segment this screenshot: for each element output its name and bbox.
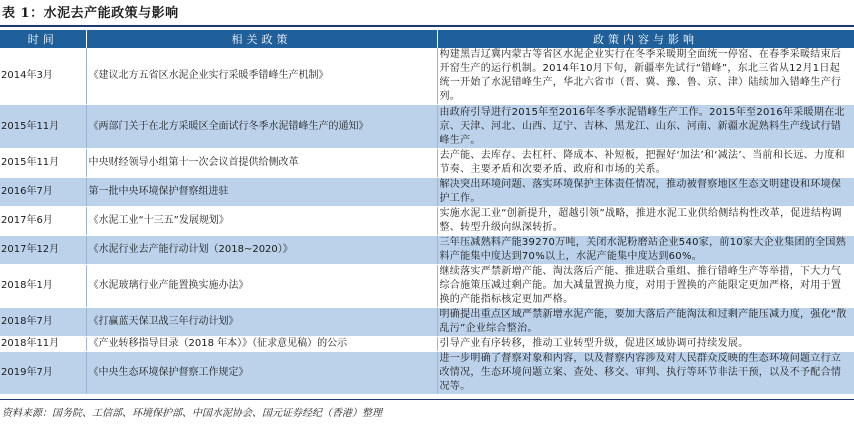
cell-policy: 中央财经领导小组第十一次会议首提供给侧改革 [86,149,437,178]
cell-time: 2018年11月 [0,337,86,352]
cell-time: 2017年12月 [0,236,86,265]
column-header-time: 时间 [0,30,86,48]
cell-policy: 《水泥工业“十三五”发展规划》 [86,207,437,236]
cell-content: 引导产业有序转移，推动工业转型升级，促进区域协调可持续发展。 [437,337,854,352]
source-divider [0,399,854,400]
cell-policy: 《产业转移指导目录（2018 年本）》（征求意见稿）的公示 [86,337,437,352]
cell-content: 进一步明确了督察对象和内容，以及督察内容涉及对人民群众反映的生态环境问题立行立改情况，生态环境问题立案、查处、移交、审判、执行等环节非法干预，以及不予配合情况等。 [437,352,854,395]
cell-policy: 第一批中央环境保护督察组进驻 [86,178,437,207]
table-row [0,236,854,265]
table-row [0,105,854,149]
table-title: 表 1：水泥去产能政策与影响 [2,6,179,21]
table-row [0,308,854,337]
cell-time: 2017年6月 [0,207,86,236]
cell-time: 2019年7月 [0,352,86,395]
table-row [0,178,854,207]
table-row [0,352,854,395]
source-note: 资料来源：国务院、工信部、环境保护部、中国水泥协会、国元证券经纪（香港）整理 [2,408,382,419]
cell-policy: 《打赢蓝天保卫战三年行动计划》 [86,308,437,337]
table-row [0,149,854,178]
cell-content: 由政府引导进行2015年至2016年冬季水泥错峰生产工作。2015年至2016年采暖期在北京、天津、河北、山西、辽宁、吉林、黑龙江、山东、河南、新疆水泥熟料生产线试行错峰生产。 [437,105,854,149]
title-divider [0,25,854,27]
table-row [0,265,854,308]
cell-policy: 《建议北方五省区水泥企业实行采暖季错峰生产机制》 [86,48,437,105]
cell-content: 继续落实严禁新增产能、淘汰落后产能、推进联合重组、推行错峰生产等举措，下大力气综合施策压减过剩产能。加大减量置换力度，对用于置换的产能限定更加严格，对用于置换的产能指标核定更加严格。 [437,265,854,308]
cell-content: 实施水泥工业“创新提升，超越引领”战略，推进水泥工业供给侧结构性改革，促进结构调整、转型升级向纵深转折。 [437,207,854,236]
policy-table [0,30,854,395]
table-row [0,48,854,105]
cell-content: 三年压减熟料产能39270万吨，关闭水泥粉磨站企业540家，前10家大企业集团的全国熟料产能集中度达到70%以上，水泥产能集中度达到60%。 [437,236,854,265]
table-row [0,207,854,236]
cell-content: 明确提出重点区域严禁新增水泥产能，要加大落后产能淘汰和过剩产能压减力度，强化“散乱污”企业综合整治。 [437,308,854,337]
cell-policy: 《两部门关于在北方采暖区全面试行冬季水泥错峰生产的通知》 [86,105,437,149]
cell-time: 2015年11月 [0,149,86,178]
cell-time: 2014年3月 [0,48,86,105]
cell-content: 解决突出环境问题、落实环境保护主体责任情况，推动被督察地区生态文明建设和环境保护工作。 [437,178,854,207]
cell-policy: 《中央生态环境保护督察工作规定》 [86,352,437,395]
cell-content: 构建黑吉辽冀内蒙古等省区水泥企业实行在冬季采暖期全面统一停窑、在春季采暖结束后开窑生产的运行机制。2014年10月下旬，新疆率先试行“错峰”，东北三省从12月1日起统一开始了水泥错峰生产，华北六省市（晋、冀、豫、鲁、京、津）陆续加入错峰生产行列。 [437,48,854,105]
cell-time: 2018年7月 [0,308,86,337]
cell-time: 2018年1月 [0,265,86,308]
cell-policy: 《水泥玻璃行业产能置换实施办法》 [86,265,437,308]
table-header-row [0,30,854,48]
column-header-content: 政策内容与影响 [437,30,854,48]
table-row [0,337,854,352]
cell-time: 2015年11月 [0,105,86,149]
cell-content: 去产能、去库存、去杠杆、降成本、补短板，把握好‘加法’和‘减法’、当前和长远、力度和节奏、主要矛盾和次要矛盾、政府和市场的关系。 [437,149,854,178]
column-header-policy: 相关政策 [86,30,437,48]
cell-time: 2016年7月 [0,178,86,207]
cell-policy: 《水泥行业去产能行动计划（2018~2020）》 [86,236,437,265]
